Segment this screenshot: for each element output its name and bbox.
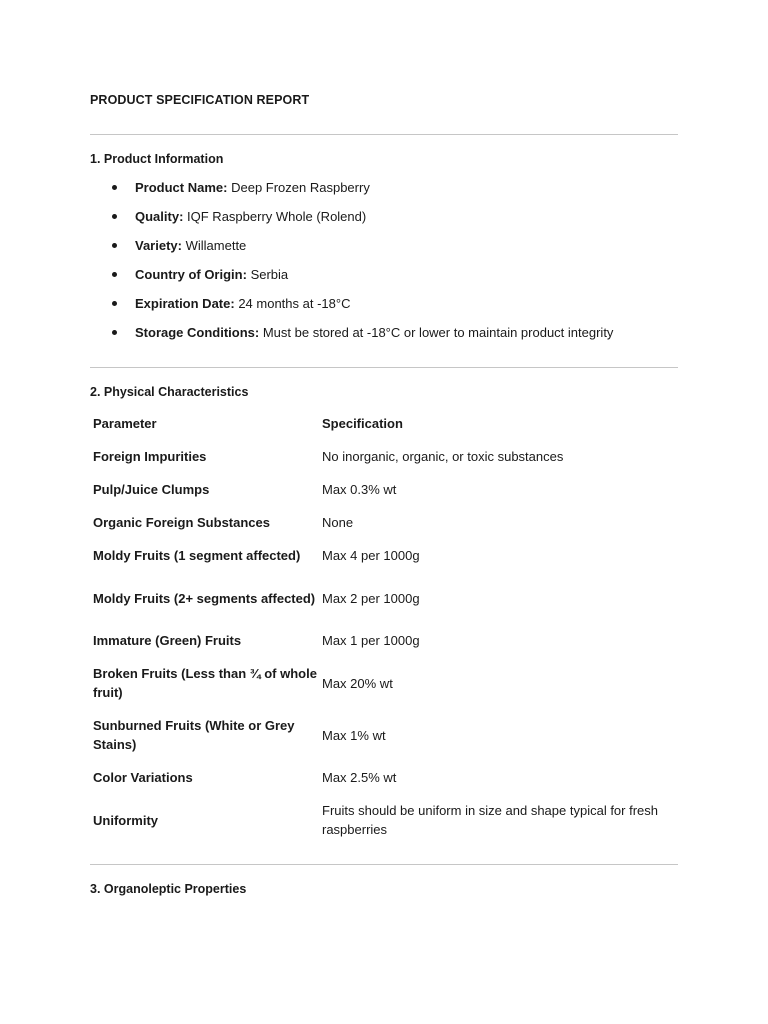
parameter-cell: Pulp/Juice Clumps — [93, 482, 210, 497]
table-row — [90, 794, 678, 846]
list-item-expiration-date — [90, 294, 613, 323]
bullet-icon — [112, 330, 117, 335]
parameter-cell: Broken Fruits (Less than ¾ of whole fruit) — [93, 666, 317, 700]
specification-cell: Max 4 per 1000g — [322, 548, 420, 563]
specification-cell: Max 1% wt — [322, 727, 386, 743]
section-heading-product-information: 1. Product Information — [90, 152, 224, 166]
table-row — [90, 624, 678, 657]
parameter-cell: Moldy Fruits (1 segment affected) — [93, 548, 301, 563]
document-title: PRODUCT SPECIFICATION REPORT — [90, 93, 310, 107]
table-row — [90, 539, 678, 572]
parameter-cell: Uniformity — [93, 812, 158, 828]
parameter-cell: Organic Foreign Substances — [93, 515, 270, 530]
bullet-icon — [112, 214, 117, 219]
list-item-variety — [90, 236, 613, 265]
item-key: Product Name: — [135, 180, 228, 195]
bullet-icon — [112, 272, 117, 277]
list-item-country-of-origin — [90, 265, 613, 294]
bullet-icon — [112, 243, 117, 248]
list-item-quality — [90, 207, 613, 236]
item-value: IQF Raspberry Whole (Rolend) — [187, 209, 367, 224]
section-divider — [90, 367, 678, 368]
table-row — [90, 709, 678, 761]
item-value: Must be stored at -18°C or lower to maintain product integrity — [262, 325, 614, 340]
table-row — [90, 572, 678, 624]
table-row — [90, 761, 678, 794]
item-value: Deep Frozen Raspberry — [231, 180, 370, 195]
list-item-product-name — [90, 178, 613, 207]
item-value: Willamette — [185, 238, 247, 253]
table-row — [90, 473, 678, 506]
specification-cell: Max 0.3% wt — [322, 482, 397, 497]
column-header-parameter: Parameter — [93, 416, 157, 431]
item-key: Country of Origin: — [135, 267, 247, 282]
parameter-cell: Sunburned Fruits (White or Grey Stains) — [93, 718, 295, 752]
section-divider — [90, 864, 678, 865]
item-key: Variety: — [135, 238, 182, 253]
list-item-storage-conditions — [90, 323, 613, 352]
section-divider — [90, 134, 678, 135]
table-row — [90, 657, 678, 709]
parameter-cell: Color Variations — [93, 770, 193, 785]
specification-cell: No inorganic, organic, or toxic substances — [322, 449, 564, 464]
specification-cell: Max 20% wt — [322, 675, 393, 691]
bullet-icon — [112, 301, 117, 306]
parameter-cell: Foreign Impurities — [93, 449, 207, 464]
item-key: Quality: — [135, 209, 184, 224]
item-key: Expiration Date: — [135, 296, 235, 311]
specification-cell: None — [322, 515, 354, 530]
specification-cell: Max 1 per 1000g — [322, 633, 420, 648]
specification-cell: Fruits should be uniform in size and shape typical for fresh raspberries — [322, 803, 659, 837]
item-value: Serbia — [250, 267, 289, 282]
item-key: Storage Conditions: — [135, 325, 260, 340]
column-header-specification: Specification — [322, 416, 403, 431]
table-row — [90, 506, 678, 539]
parameter-cell: Immature (Green) Fruits — [93, 633, 242, 648]
specification-cell: Max 2.5% wt — [322, 770, 397, 785]
section-heading-organoleptic-properties: 3. Organoleptic Properties — [90, 882, 247, 896]
physical-characteristics-table — [90, 407, 678, 846]
specification-cell: Max 2 per 1000g — [322, 590, 420, 606]
parameter-cell: Moldy Fruits (2+ segments affected) — [93, 590, 316, 606]
item-value: 24 months at -18°C — [238, 296, 351, 311]
table-row — [90, 440, 678, 473]
section-heading-physical-characteristics: 2. Physical Characteristics — [90, 385, 249, 399]
table-header-row — [90, 407, 678, 440]
product-information-list — [90, 178, 613, 352]
bullet-icon — [112, 185, 117, 190]
